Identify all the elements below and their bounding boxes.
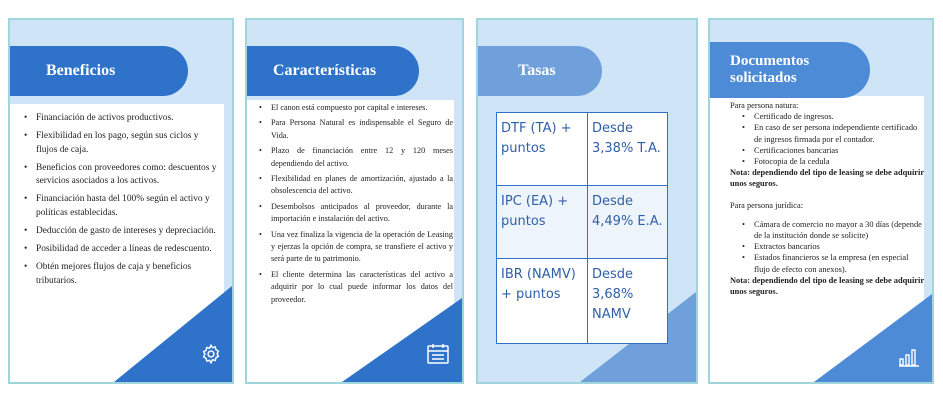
rate-name: IPC (EA) + puntos	[497, 186, 588, 259]
list-item: • Beneficios con proveedores como: descuentos y servicios asociados a los activos.	[24, 162, 222, 189]
natural-list	[730, 111, 926, 167]
beneficios-list	[14, 112, 222, 293]
juridica-label: Para persona jurídica:	[730, 200, 804, 210]
list-item: • Plazo de financiación entre 12 y 120 meses dependiendo del activo.	[259, 145, 453, 170]
list-item: • Flexibilidad en los pago, según sus ciclos y flujos de caja.	[24, 130, 222, 157]
list-item: • Flexibilidad en planes de amortización, ajustado a la obsolescencia del activo.	[259, 173, 453, 198]
beneficios-title: Beneficios	[8, 46, 188, 96]
table-row	[497, 113, 668, 186]
list-item: • Fotocopia de la cedula	[742, 156, 926, 167]
documentos-title: Documentos solicitados	[708, 42, 870, 98]
caracteristicas-title: Características	[245, 46, 419, 96]
list-item: • Desembolsos anticipados al proveedor, durante la importación e instalación del activo.	[259, 201, 453, 226]
list-item: • Una vez finaliza la vigencia de la operación de Leasing y ejerzas la opción de compra, se transfiere el activo y será parte de tu patrimonio.	[259, 229, 453, 266]
caracteristicas-list	[249, 102, 453, 309]
list-item: • Financiación hasta del 100% según el activo y políticas establecidas.	[24, 193, 222, 220]
list-item: • Certificado de ingresos.	[742, 111, 926, 122]
list-item: • Cámara de comercio no mayor a 30 días (depende de la institución donde se solicite)	[742, 219, 926, 241]
list-item: • Deducción de gasto de intereses y depreciación.	[24, 225, 222, 239]
tasas-card	[476, 18, 698, 384]
list-item: • Para Persona Natural es indispensable el Seguro de Vida.	[259, 117, 453, 142]
note: Nota: dependiendo del tipo de leasing se debe adquirir unos seguros.	[730, 275, 924, 297]
juridica-list	[730, 219, 926, 275]
list-item: • Posibilidad de acceder a líneas de redescuento.	[24, 243, 222, 257]
table-row	[497, 259, 668, 344]
rate-value: Desde 4,49% E.A.	[588, 186, 668, 259]
documentos-card	[708, 18, 934, 384]
list-item: • Estados financieros se la empresa (en especial flujo de efecto con anexos).	[742, 252, 926, 274]
table-row	[497, 186, 668, 259]
list-item: • El canon está compuesto por capital e intereses.	[259, 102, 453, 114]
documentos-content	[730, 100, 926, 297]
beneficios-card	[8, 18, 234, 384]
list-item: • El cliente determina las características del activo a adquirir por lo cual puede informar los datos del proveedor.	[259, 269, 453, 306]
list-item: • Extractos bancarios	[742, 241, 926, 252]
gear-icon	[200, 343, 222, 370]
list-item: • Financiación de activos productivos.	[24, 112, 222, 126]
list-item: • Obtén mejores flujos de caja y beneficios tributarios.	[24, 261, 222, 288]
rate-value: Desde 3,38% T.A.	[588, 113, 668, 186]
tasas-title: Tasas	[476, 46, 602, 96]
tasas-table	[496, 112, 668, 344]
rate-name: IBR (NAMV) + puntos	[497, 259, 588, 344]
list-item: • Certificaciones bancarias	[742, 145, 926, 156]
caracteristicas-card	[245, 18, 464, 384]
calendar-icon	[426, 343, 450, 370]
rate-value: Desde 3,68% NAMV	[588, 259, 668, 344]
bar-chart-icon	[898, 347, 920, 372]
list-item: • En caso de ser persona independiente certificado de ingresos firmada por el contador.	[742, 122, 926, 144]
note: Nota: dependiendo del tipo de leasing se debe adquirir unos seguros.	[730, 168, 924, 189]
rate-name: DTF (TA) + puntos	[497, 113, 588, 186]
natural-label: Para persona natura:	[730, 101, 799, 110]
